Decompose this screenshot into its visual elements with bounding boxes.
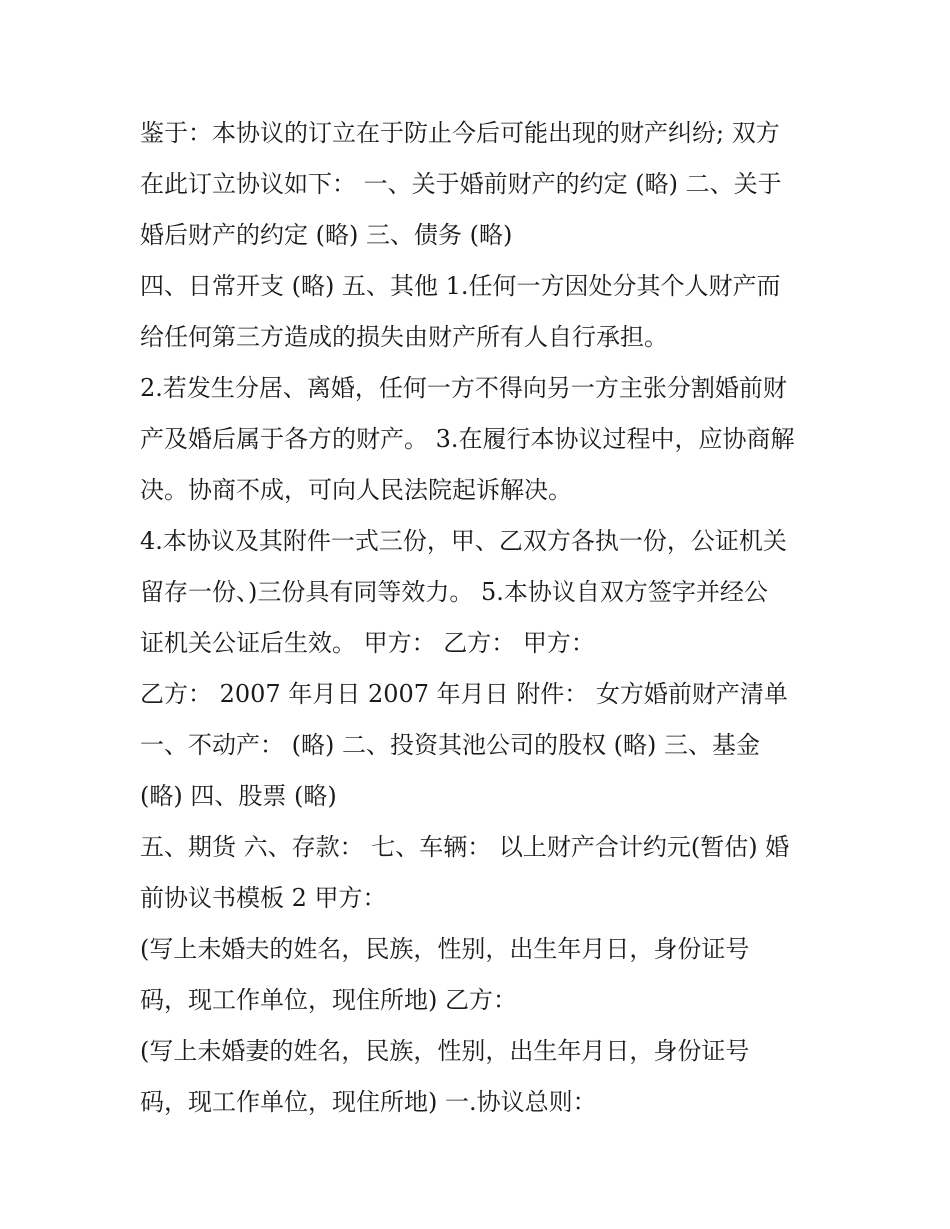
- text-line: 四、日常开支 (略) 五、其他 1.任何一方因处分其个人财产而: [140, 272, 781, 300]
- text-line: 五、期货 六、存款： 七、车辆： 以上财产合计约元(暂估) 婚: [140, 833, 790, 861]
- text-line: (写上未婚妻的姓名，民族，性别，出生年月日，身份证号: [140, 1037, 750, 1065]
- text-line: 2.若发生分居、离婚，任何一方不得向另一方主张分割婚前财: [140, 374, 787, 402]
- text-line: 4.本协议及其附件一式三份，甲、乙双方各执一份，公证机关: [140, 527, 787, 555]
- text-line: 前协议书模板 2 甲方：: [140, 884, 387, 912]
- text-line: 码，现工作单位，现住所地) 一.协议总则：: [140, 1088, 597, 1116]
- text-line: 决。协商不成，可向人民法院起诉解决。: [140, 476, 572, 504]
- text-line: 给任何第三方造成的损失由财产所有人自行承担。: [140, 323, 668, 351]
- text-line: 产及婚后属于各方的财产。 3.在履行本协议过程中，应协商解: [140, 425, 795, 453]
- text-line: 鉴于：本协议的订立在于防止今后可能出现的财产纠纷; 双方: [140, 119, 780, 147]
- text-line: 留存一份、)三份具有同等效力。 5.本协议自双方签字并经公: [140, 578, 768, 606]
- text-line: 婚后财产的约定 (略) 三、债务 (略): [140, 221, 513, 249]
- document-body: [140, 108, 840, 1128]
- text-line: (略) 四、股票 (略): [140, 782, 337, 810]
- text-line: 乙方： 2007 年月日 2007 年月日 附件： 女方婚前财产清单: [140, 680, 788, 708]
- text-line: 证机关公证后生效。 甲方： 乙方： 甲方：: [140, 629, 595, 657]
- text-line: (写上未婚夫的姓名，民族，性别，出生年月日，身份证号: [140, 935, 750, 963]
- text-line: 在此订立协议如下： 一、关于婚前财产的约定 (略) 二、关于: [140, 170, 782, 198]
- text-line: 一、不动产： (略) 二、投资其池公司的股权 (略) 三、基金: [140, 731, 760, 759]
- text-line: 码，现工作单位，现住所地) 乙方：: [140, 986, 517, 1014]
